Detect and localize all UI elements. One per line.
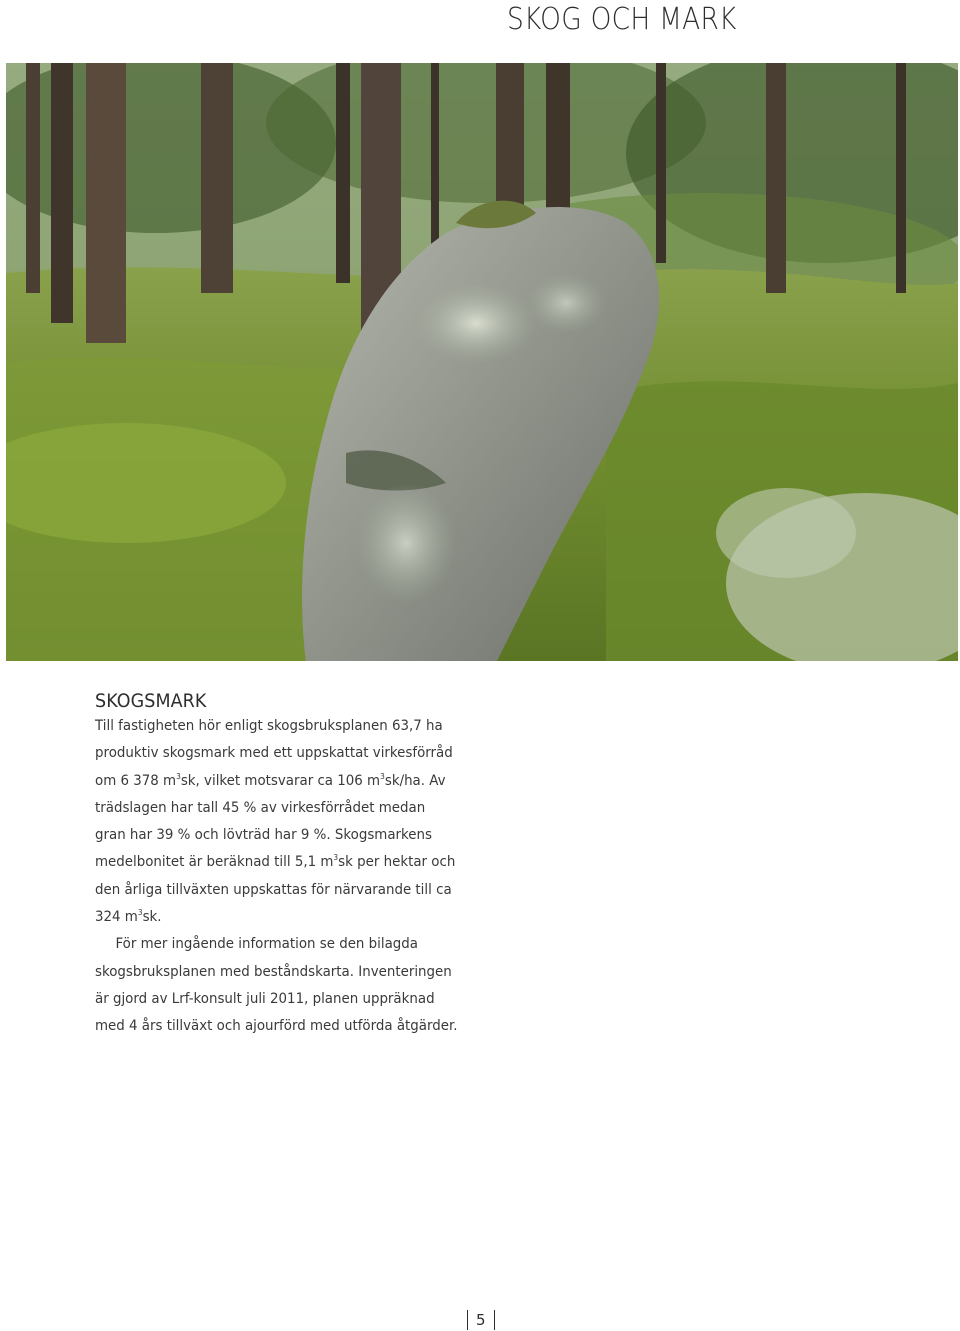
superscript: 3 <box>333 853 339 863</box>
skogsmark-section <box>95 690 490 1041</box>
divider <box>494 1310 495 1330</box>
text-line: skogsbruksplanen med beståndskarta. Inventeringen <box>95 963 452 980</box>
page-number-value: 5 <box>476 1311 486 1329</box>
text-line: med 4 års tillväxt och ajourförd med utförda åtgärder. <box>95 1018 458 1035</box>
text-line: trädslagen har tall 45 % av virkesförrådet medan <box>95 799 426 816</box>
text-line <box>95 904 462 931</box>
text-fragment: sk/ha. Av <box>384 772 446 789</box>
paragraph-1 <box>95 713 462 931</box>
text-fragment: sk, vilket motsvarar ca 106 m <box>180 772 381 789</box>
text-fragment: sk per hektar och <box>338 854 456 871</box>
text-fragment: medelbonitet är beräknad till 5,1 m <box>95 854 334 871</box>
text-fragment: om 6 378 m <box>95 772 177 789</box>
superscript: 3 <box>137 908 143 918</box>
text-line <box>95 768 462 795</box>
forest-boulder-photo <box>6 63 958 661</box>
text-line: Till fastigheten hör enligt skogsbruksplanen 63,7 ha <box>95 718 443 734</box>
text-fragment: sk. <box>142 909 162 926</box>
forest-boulder-illustration <box>6 63 958 661</box>
text-line: den årliga tillväxten uppskattas för närvarande till ca <box>95 881 452 898</box>
page-title: SKOG OCH MARK <box>507 2 737 37</box>
text-line: är gjord av Lrf-konsult juli 2011, planen uppräknad <box>95 990 435 1007</box>
superscript: 3 <box>380 771 385 781</box>
text-line <box>95 849 462 876</box>
page-number <box>467 1309 495 1331</box>
text-fragment: 324 m <box>95 909 138 926</box>
paragraph-2 <box>95 931 462 1040</box>
section-heading: SKOGSMARK <box>95 690 207 712</box>
text-line: gran har 39 % och lövträd har 9 %. Skogsmarkens <box>95 827 433 844</box>
superscript: 3 <box>176 771 181 781</box>
text-line: För mer ingående information se den bilagda <box>115 936 419 953</box>
text-line: produktiv skogsmark med ett uppskattat virkesförråd <box>95 745 453 762</box>
